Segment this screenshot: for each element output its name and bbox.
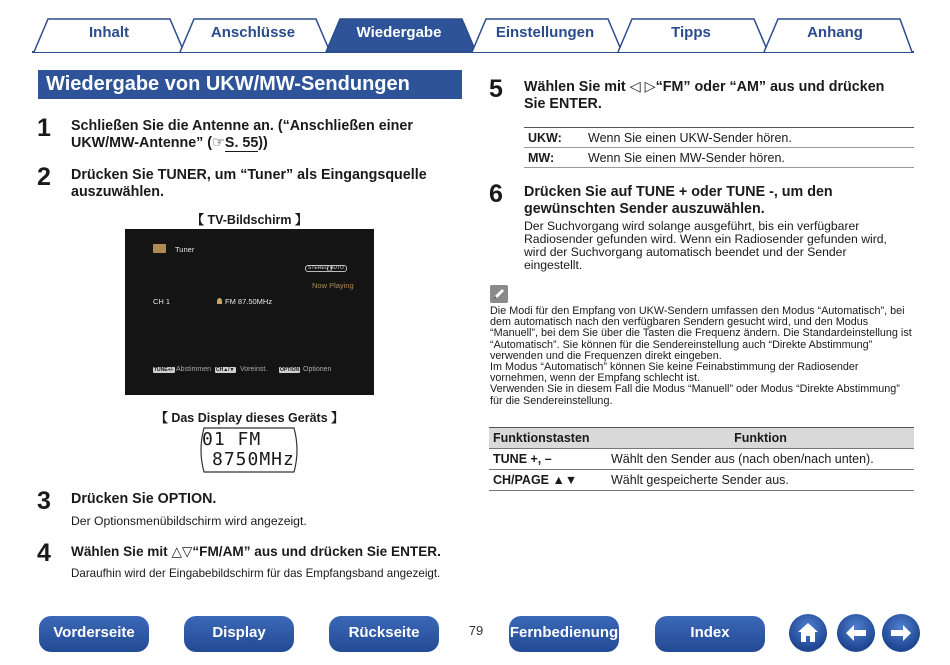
function-keys-table	[489, 427, 914, 491]
page-number: 79	[468, 623, 484, 638]
note-paragraph-1: Die Modi für den Empfang von UKW-Sendern umfassen den Modus “Automatisch”, bei dem automatisch nach den verfügbaren Sendern gesucht wird, und den Modus “Manuell”, bei dem Sie über die Tasten die Frequenz ändern. Die Standardeinstellung ist “Automatisch”. Sie können für die Sendereinstellung auch “Direkte Abstimmung” verwenden und die Frequenzen direkt eingeben.	[490, 305, 912, 362]
tune-key-icon: TUNE+/-	[154, 367, 174, 373]
step-3-text: Drücken Sie OPTION.	[71, 491, 217, 507]
step-6-desc-line-1: Der Suchvorgang wird solange ausgeführt, bis ein verfügbarer	[524, 219, 860, 233]
step-3-description: Der Optionsmenübildschirm wird angezeigt.	[71, 514, 307, 528]
band-key: MW:	[524, 148, 584, 168]
step-4-description: Daraufhin wird der Eingabebildschirm für das Empfangsband angezeigt.	[71, 567, 441, 580]
header-function: Funktion	[607, 428, 914, 449]
function-description: Wählt den Sender aus (nach oben/nach unten).	[607, 449, 914, 470]
step-5-line-2: Sie ENTER.	[524, 96, 602, 112]
top-tab-bar	[32, 16, 914, 54]
nav-remote-button[interactable]: Fernbedienung	[509, 616, 619, 652]
pencil-note-icon	[490, 285, 508, 303]
tv-screen-caption: 【 TV-Bildschirm 】	[191, 213, 308, 227]
tab-wiedergabe[interactable]: Wiedergabe	[356, 24, 442, 41]
step-4-number: 4	[37, 539, 51, 567]
nav-index-button[interactable]: Index	[655, 616, 765, 652]
nav-front-panel-button[interactable]: Vorderseite	[39, 616, 149, 652]
device-display-image	[196, 427, 302, 473]
tv-frequency-label: FM 87.50MHz	[225, 297, 273, 306]
step-1-text	[71, 118, 471, 152]
step-1-number: 1	[37, 114, 51, 142]
step-2-line-1: Drücken Sie TUNER, um “Tuner” als Eingangsquelle	[71, 167, 427, 183]
step-2-text	[71, 167, 471, 201]
step-6-line-1: Drücken Sie auf TUNE + oder TUNE -, um den	[524, 184, 833, 200]
option-key-icon: OPTION	[280, 367, 300, 373]
step-4-text: Wählen Sie mit △▽“FM/AM” aus und drücken Sie ENTER.	[71, 544, 441, 559]
arrow-right-icon	[882, 614, 920, 652]
step-6-number: 6	[489, 180, 503, 208]
nav-rear-panel-button[interactable]: Rückseite	[329, 616, 439, 652]
note-text	[490, 306, 914, 407]
note-paragraph-2: Im Modus “Automatisch” können Sie keine Feinabstimmung der Radiosender vornehmen, wenn der Empfang schlecht ist.	[490, 361, 859, 385]
home-button[interactable]	[789, 614, 827, 652]
band-value: Wenn Sie einen UKW-Sender hören.	[584, 128, 914, 148]
band-table	[524, 127, 914, 168]
step-6-line-2: gewünschten Sender auszuwählen.	[524, 201, 765, 217]
band-key: UKW:	[524, 128, 584, 148]
back-button[interactable]	[837, 614, 875, 652]
tv-screen-image	[125, 229, 374, 395]
table-header-row	[489, 428, 914, 449]
tv-channel-label: CH 1	[153, 297, 171, 306]
preset-function-label: Voreinst.	[240, 366, 268, 373]
ch-key-icon: CH▲/▼	[216, 367, 235, 373]
reference-icon: ☞	[212, 135, 225, 151]
function-description: Wählt gespeicherte Sender aus.	[607, 470, 914, 491]
display-line-2: 8750MHz	[212, 449, 295, 470]
tab-inhalt[interactable]: Inhalt	[89, 24, 129, 41]
step-1-text-c: ))	[258, 135, 268, 151]
step-5-number: 5	[489, 75, 503, 103]
tab-anschluesse[interactable]: Anschlüsse	[210, 24, 296, 41]
step-5-line-1: Wählen Sie mit ◁ ▷“FM” oder “AM” aus und drücken	[524, 79, 885, 95]
arrow-left-icon	[837, 614, 875, 652]
table-row	[524, 148, 914, 168]
pencil-icon	[490, 285, 508, 303]
tab-tipps[interactable]: Tipps	[671, 24, 711, 41]
display-line-1: 01 FM	[202, 429, 262, 450]
step-6-text	[524, 184, 919, 218]
note-paragraph-3: Verwenden Sie in diesem Fall die Modus “Manuell” oder Modus “Direkte Abstimmung” für die Sendereinstellung.	[490, 383, 900, 407]
step-6-desc-line-4: eingestellt.	[524, 258, 583, 272]
stereo-badge: STEREO	[305, 265, 332, 272]
tune-function-label: Abstimmen	[176, 366, 212, 373]
step-6-description	[524, 220, 919, 272]
step-1-line-2	[71, 135, 471, 152]
step-6-desc-line-3: wird der Suchvorgang automatisch beendet und der Sender	[524, 245, 847, 259]
function-key: TUNE +, –	[489, 449, 607, 470]
function-key: CH/PAGE ▲▼	[489, 470, 607, 491]
tuner-icon	[153, 244, 166, 253]
table-row	[489, 449, 914, 470]
table-row	[524, 128, 914, 148]
home-icon	[789, 614, 827, 652]
tab-anhang[interactable]: Anhang	[807, 24, 863, 41]
now-playing-label: Now Playing	[312, 281, 354, 290]
step-2-number: 2	[37, 163, 51, 191]
step-1-line-1: Schließen Sie die Antenne an. (“Anschließen einer	[71, 118, 413, 134]
forward-button[interactable]	[882, 614, 920, 652]
display-caption: 【 Das Display dieses Geräts 】	[155, 411, 344, 425]
step-2-line-2: auszuwählen.	[71, 184, 164, 200]
nav-display-button[interactable]: Display	[184, 616, 294, 652]
step-5-text	[524, 79, 919, 113]
band-value: Wenn Sie einen MW-Sender hören.	[584, 148, 914, 168]
step-6-desc-line-2: Radiosender gefunden wird. Wenn ein Radiosender gefunden wird,	[524, 232, 887, 246]
antenna-icon	[217, 298, 222, 304]
page-title: Wiedergabe von UKW/MW-Sendungen	[38, 70, 462, 99]
page-reference-link[interactable]: S. 55	[224, 135, 259, 151]
header-function-keys: Funktionstasten	[489, 428, 607, 449]
tv-source-label: Tuner	[175, 245, 195, 254]
step-1-text-b: UKW/MW-Antenne” (	[71, 135, 213, 151]
tab-einstellungen[interactable]: Einstellungen	[495, 24, 595, 41]
table-row	[489, 470, 914, 491]
step-3-number: 3	[37, 487, 51, 515]
option-function-label: Optionen	[303, 366, 332, 373]
auto-badge: AUTO	[327, 265, 347, 272]
